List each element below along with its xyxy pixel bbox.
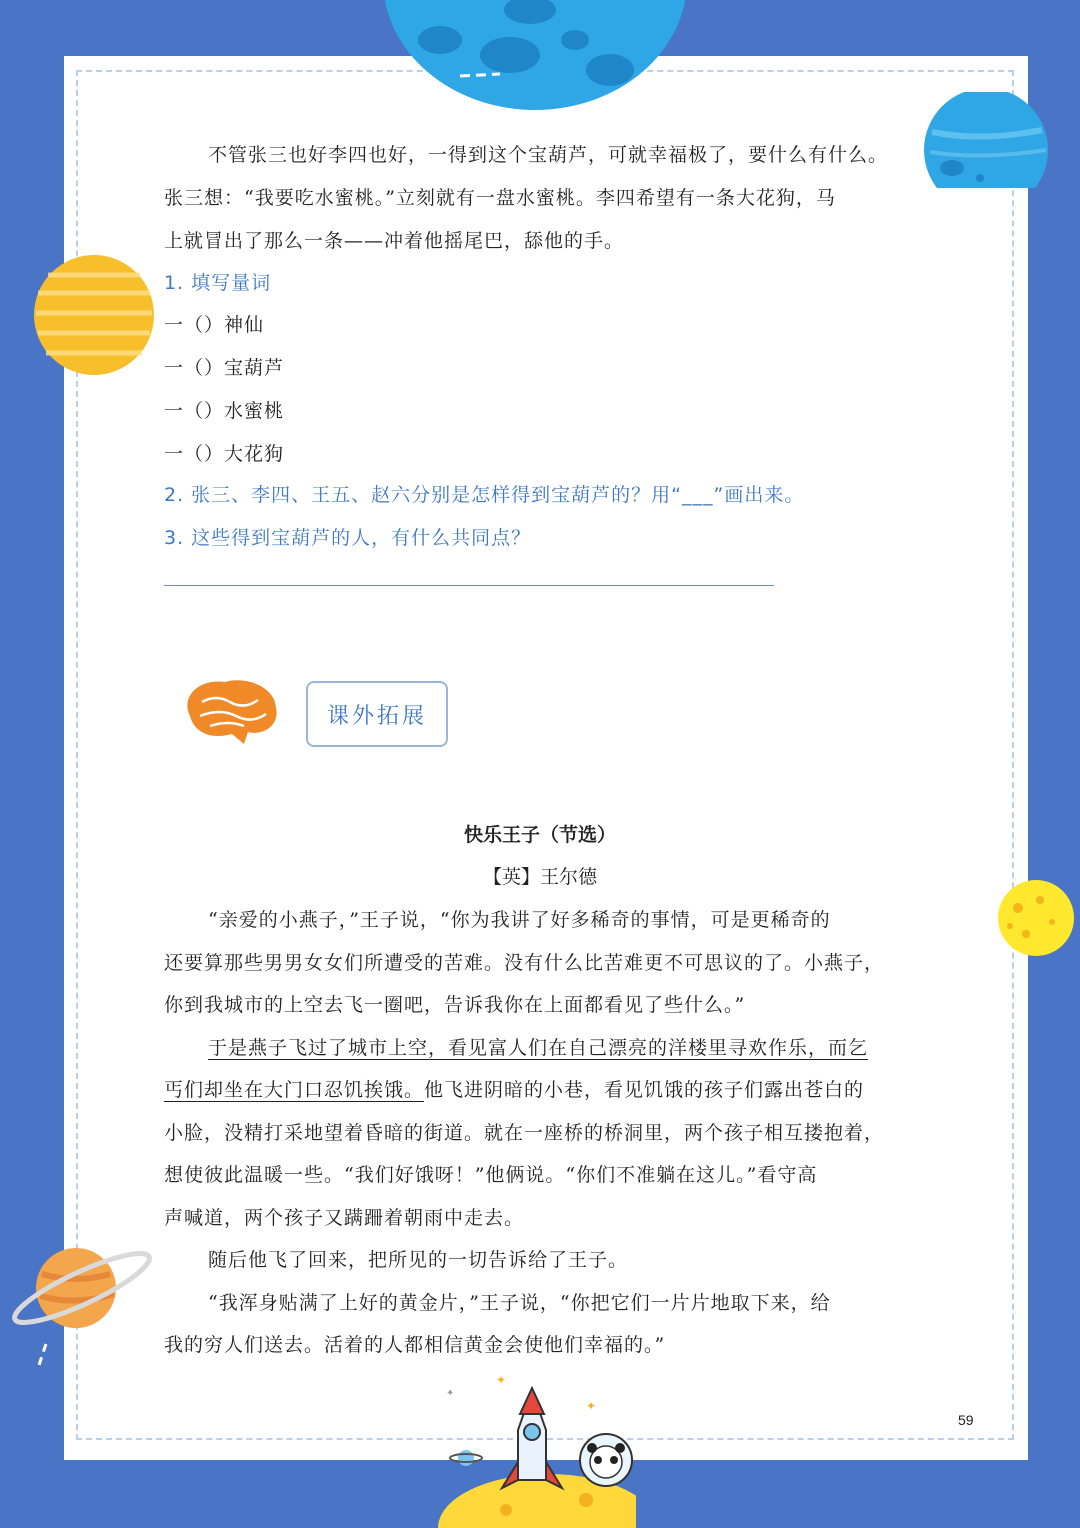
story-line: 还要算那些男男女女们所遭受的苦难。没有什么比苦难更不可思议的了。小燕子， xyxy=(164,952,885,974)
svg-text:✦: ✦ xyxy=(586,1399,597,1413)
passage-line: 张三想：“我要吃水蜜桃。”立刻就有一盘水蜜桃。李四希望有一条大花狗，马 xyxy=(164,187,836,209)
passage-line: 不管张三也好李四也好，一得到这个宝葫芦，可就幸福极了，要什么有什么。 xyxy=(208,144,889,166)
story-line xyxy=(164,1075,916,1102)
story-line: 小脸，没精打采地望着昏暗的街道。就在一座桥的桥洞里，两个孩子相互搂抱着， xyxy=(164,1122,885,1144)
panda-astronaut-icon xyxy=(572,1430,642,1494)
story-title: 快乐王子（节选） xyxy=(463,824,616,846)
moon-small-icon xyxy=(996,878,1080,958)
section-badge: 课外拓展 xyxy=(306,681,448,747)
question-2: 2. 张三、李四、王五、赵六分别是怎样得到宝葫芦的？用“___”画出来。 xyxy=(164,484,805,506)
underlined-text: 丐们却坐在大门口忍饥挨饿。 xyxy=(164,1079,425,1101)
question-3: 3. 这些得到宝葫芦的人，有什么共同点？ xyxy=(164,527,532,549)
yellow-planet-icon xyxy=(32,253,156,377)
svg-text:✦: ✦ xyxy=(496,1373,507,1387)
saturn-icon xyxy=(10,1244,156,1370)
blue-moon-icon xyxy=(380,0,690,112)
story-text: 他飞进阴暗的小巷，看见饥饿的孩子们露出苍白的 xyxy=(424,1079,865,1101)
underlined-text: 于是燕子飞过了城市上空，看见富人们在自己漂亮的洋楼里寻欢作乐，而乞 xyxy=(208,1037,869,1059)
passage-line: 上就冒出了那么一条——冲着他摇尾巴，舔他的手。 xyxy=(164,230,625,252)
question-1: 1. 填写量词 xyxy=(164,272,272,294)
svg-text:✦: ✦ xyxy=(446,1388,455,1399)
story-line: 随后他飞了回来，把所见的一切告诉给了王子。 xyxy=(208,1249,629,1271)
brain-icon xyxy=(180,676,280,746)
measure-word-item: 一（）神仙 xyxy=(164,314,265,336)
measure-word-item: 一（）大花狗 xyxy=(164,443,285,465)
page-number: 59 xyxy=(958,1412,974,1428)
story-line-underlined xyxy=(164,1033,960,1060)
measure-word-item: 一（）宝葫芦 xyxy=(164,357,285,379)
story-line: “我浑身贴满了上好的黄金片，”王子说，“你把它们一片片地取下来，给 xyxy=(208,1292,831,1314)
story-author: 【英】王尔德 xyxy=(482,866,597,888)
story-line: 你到我城市的上空去飞一圈吧，告诉我你在上面都看见了些什么。” xyxy=(164,994,746,1016)
story-line: 我的穷人们送去。活着的人都相信黄金会使他们幸福的。” xyxy=(164,1334,666,1356)
answer-line[interactable] xyxy=(164,585,774,586)
story-line: 想使彼此温暖一些。“我们好饿呀！”他俩说。“你们不准躺在这儿。”看守高 xyxy=(164,1164,818,1186)
story-line: 声喊道，两个孩子又蹒跚着朝雨中走去。 xyxy=(164,1207,525,1229)
story-line: “亲爱的小燕子，”王子说，“你为我讲了好多稀奇的事情，可是更稀奇的 xyxy=(208,909,831,931)
measure-word-item: 一（）水蜜桃 xyxy=(164,400,285,422)
